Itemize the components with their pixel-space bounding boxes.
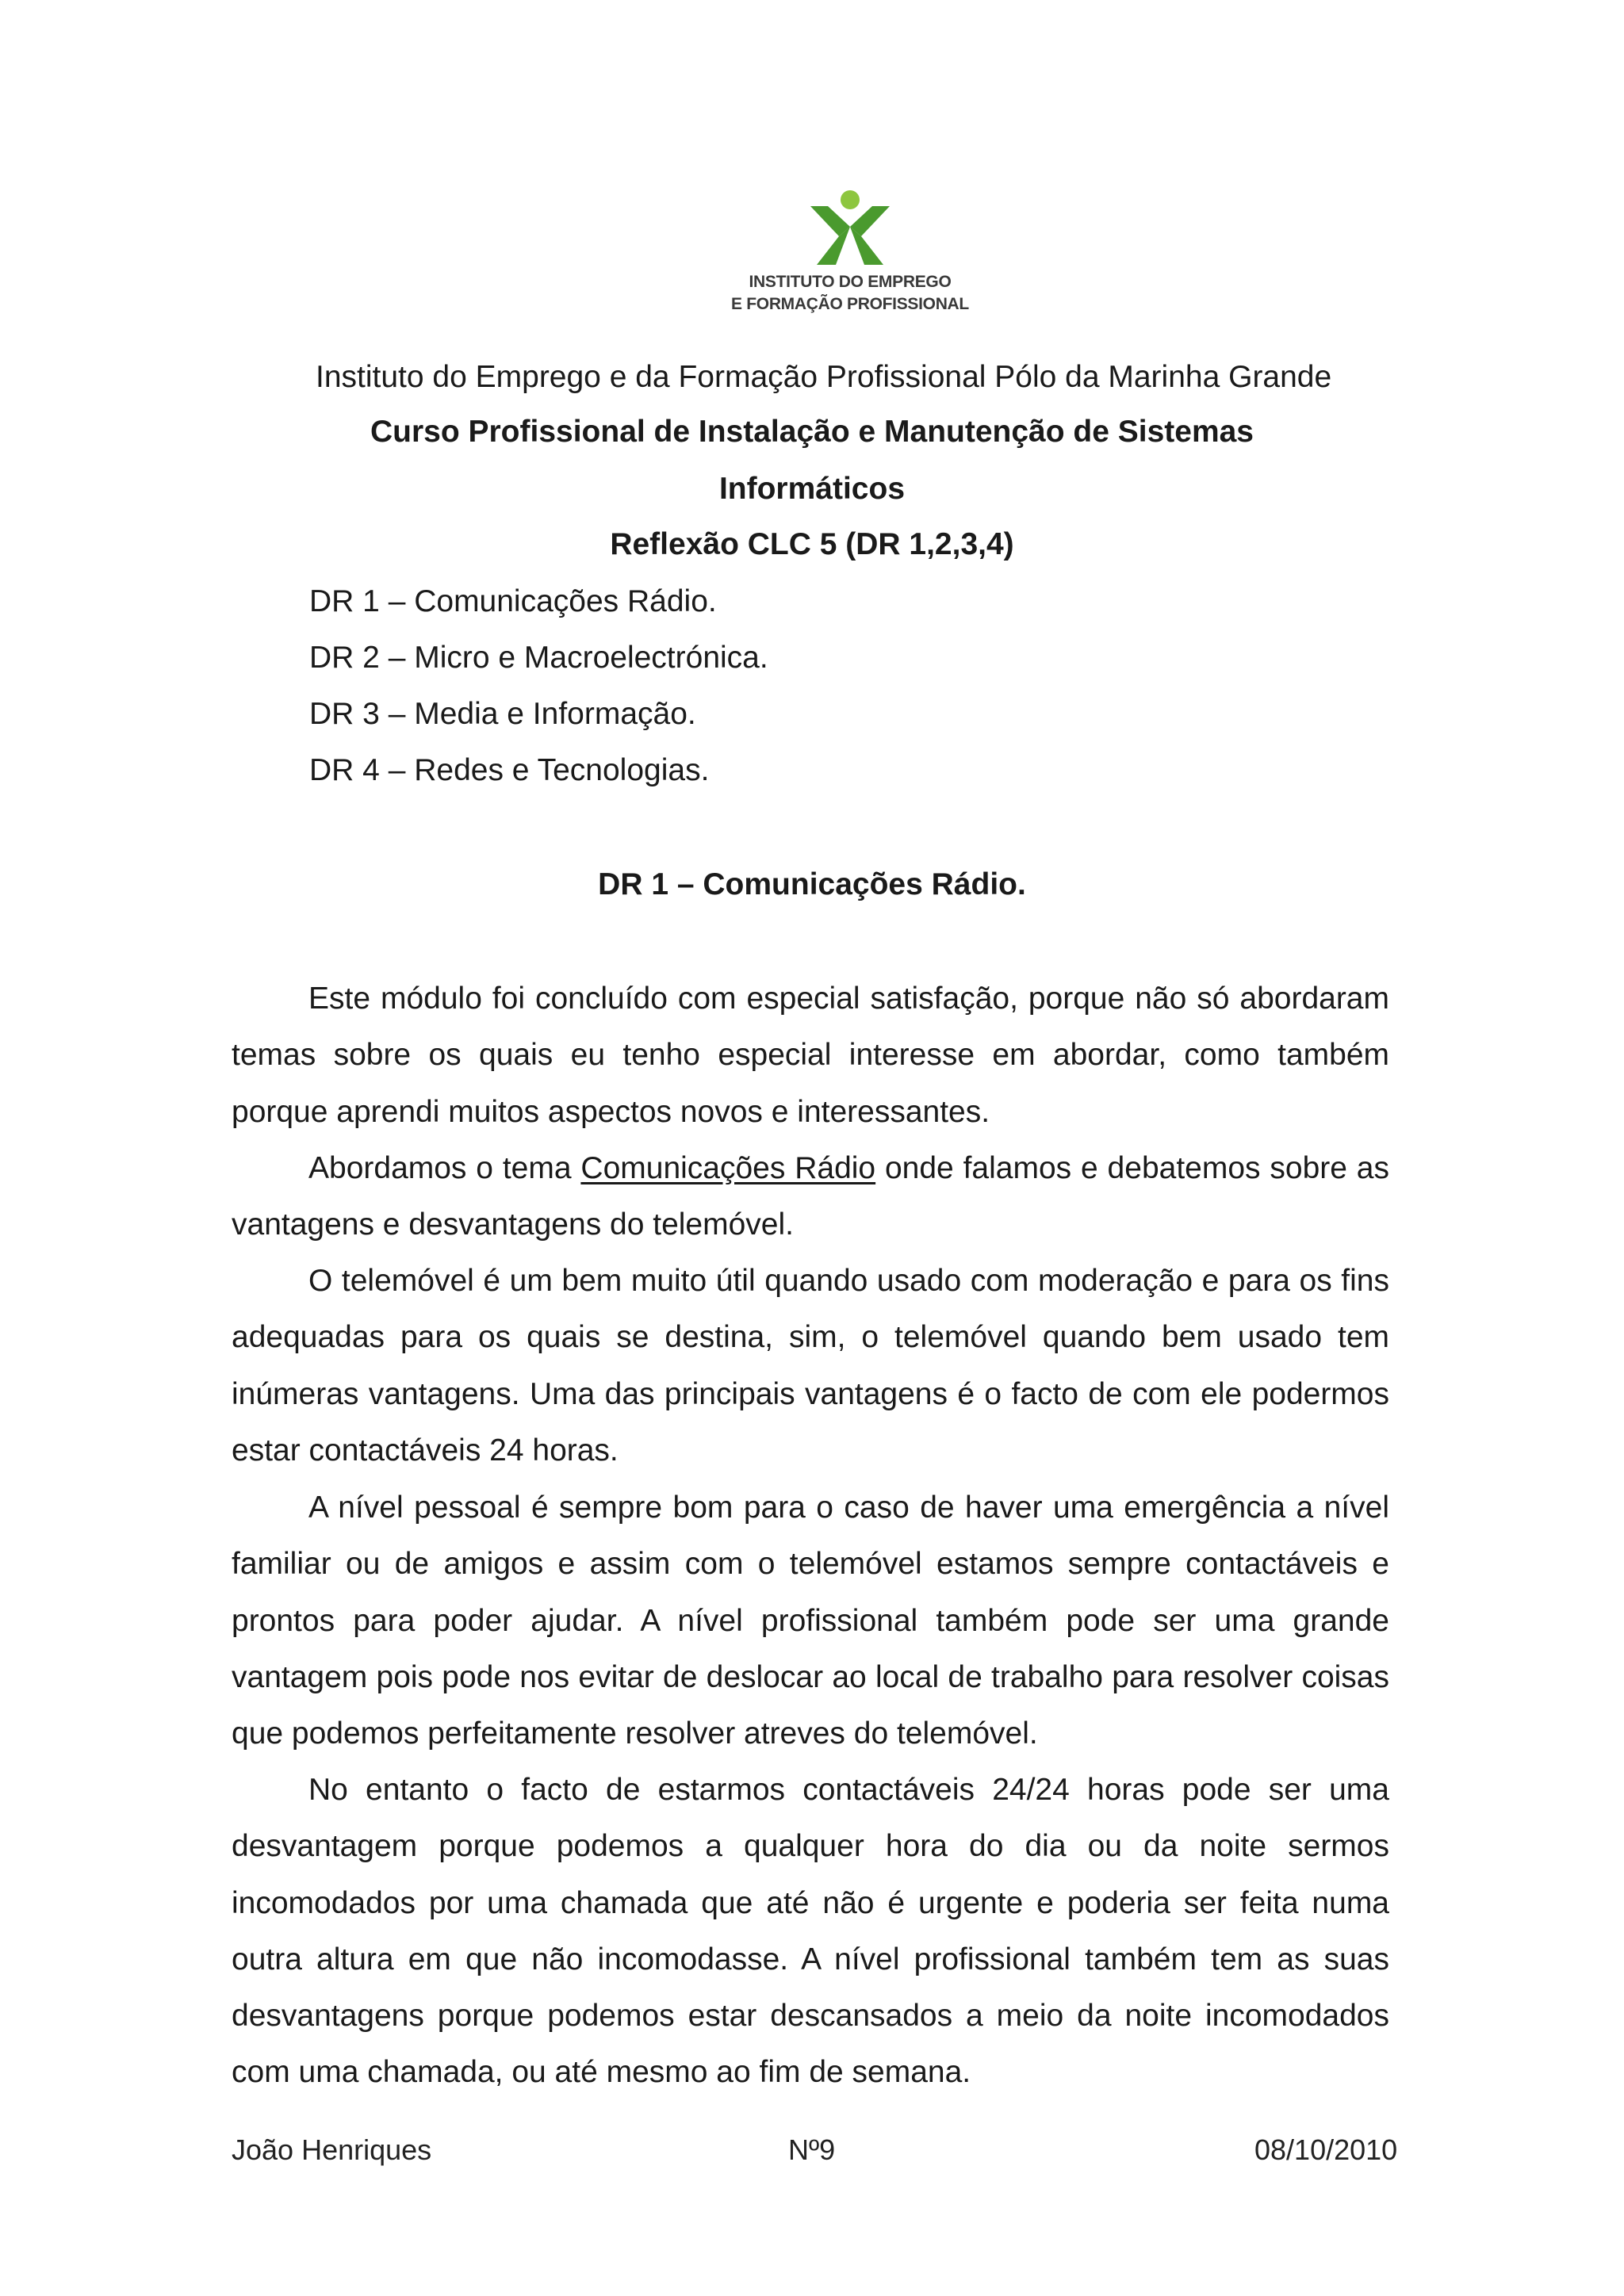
paragraph-1: Este módulo foi concluído com especial satisfação, porque não só abordaram temas sobre os quais eu tenho especial interesse em abordar, como também porque aprendi muitos aspectos novos e interessantes. [232,982,1389,1129]
iefp-logo-mark-icon [804,189,896,268]
paragraph-2-text-before: Abordamos o tema [308,1151,581,1185]
footer-number: Nº9 [788,2133,836,2166]
footer-author: João Henriques [232,2133,432,2166]
section-title: DR 1 – Comunicações Rádio. [598,867,1026,901]
course-title-line-2: Informáticos [718,472,906,506]
dr-list-item-3: DR 3 – Media e Informação. [309,697,696,731]
paragraph-5: No entanto o facto de estarmos contactáveis 24/24 horas pode ser uma desvantagem porque podemos a qualquer hora do dia ou da noite sermos incomodados por uma chamada que até não é urgente e poderia ser feita numa outra altura em que não incomodasse. A nível profissional também tem as suas desvantagens porque podemos estar descansados a meio da noite incomodados com uma chamada, ou até mesmo ao fim de semana. [232,1773,1389,2090]
paragraph-2-text-after: onde falamos e debatemos sobre as vantagens e desvantagens do telemóvel. [232,1151,1389,1242]
paragraph-4: A nível pessoal é sempre bom para o caso de haver uma emergência a nível familiar ou de amigos e assim com o telemóvel estamos sempre contactáveis e prontos para poder ajudar. A nível profissional também pode ser uma grande vantagem pois pode nos evitar de deslocar ao local de trabalho para resolver coisas que podemos perfeitamente resolver atreves do telemóvel. [232,1490,1389,1751]
course-title-line-1: Curso Profissional de Instalação e Manutenção de Sistemas [370,415,1254,449]
paragraph-3: O telemóvel é um bem muito útil quando usado com moderação e para os fins adequadas para os quais se destina, sim, o telemóvel quando bem usado tem inúmeras vantagens. Uma das principais vantagens é o facto de com ele podermos estar contactáveis 24 horas. [232,1264,1389,1468]
iefp-logo-text [723,271,977,316]
dr-list-item-2: DR 2 – Micro e Macroelectrónica. [309,641,768,675]
footer-date: 08/10/2010 [1254,2133,1398,2166]
dr-list-item-1: DR 1 – Comunicações Rádio. [309,584,717,618]
dr-list-item-4: DR 4 – Redes e Tecnologias. [309,753,710,787]
paragraph-2 [232,1140,1389,1253]
comunicacoes-radio-link: Comunicações Rádio [580,1151,876,1185]
iefp-logo [723,189,977,323]
institution-line: Instituto do Emprego e da Formação Profissional Pólo da Marinha Grande [316,360,1332,394]
logo-line-1: INSTITUTO DO EMPREGO [749,273,952,291]
logo-line-2: E FORMAÇÃO PROFISSIONAL [731,295,969,313]
reflection-title: Reflexão CLC 5 (DR 1,2,3,4) [610,527,1014,561]
